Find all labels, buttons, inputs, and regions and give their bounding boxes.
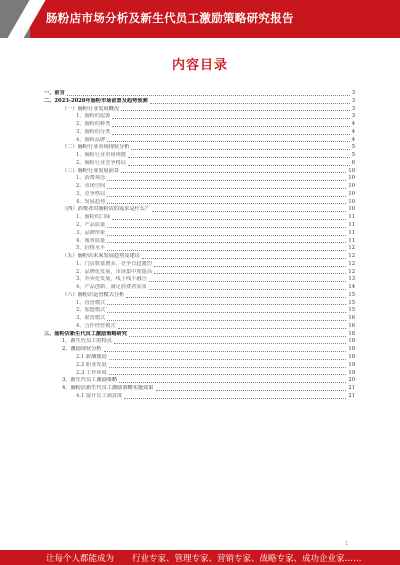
toc-entry[interactable] (40, 315, 355, 323)
toc-leader-dots (121, 110, 350, 111)
toc-leader-dots (107, 250, 346, 251)
toc-entry-label: 2.1 薪酬激励 (76, 354, 107, 361)
toc-leader-dots (104, 351, 347, 352)
toc-entry[interactable] (40, 300, 355, 308)
toc-leader-dots (107, 203, 346, 204)
toc-leader-dots (112, 118, 349, 119)
toc-entry-page: 21 (348, 392, 355, 399)
toc-leader-dots (107, 304, 346, 305)
toc-entry-label: （三）肠粉行业发展前景 (62, 167, 120, 174)
footer-slogan: 让每个人都能成为 (46, 554, 115, 564)
toc-entry[interactable] (40, 106, 355, 114)
toc-leader-dots (114, 343, 346, 344)
toc-entry[interactable] (40, 354, 355, 362)
toc-entry-label: 2.3 工作环境 (76, 369, 107, 376)
toc-entry[interactable] (40, 339, 355, 347)
toc-entry[interactable] (40, 261, 355, 269)
toc-entry[interactable] (40, 160, 355, 168)
toc-entry[interactable] (40, 137, 355, 145)
toc-leader-dots (154, 266, 346, 267)
toc-entry-page: 12 (348, 268, 355, 275)
toc-leader-dots (107, 312, 346, 313)
toc-heading: 内容目录 (171, 58, 228, 73)
toc-entry-page: 5 (351, 144, 355, 151)
toc-entry[interactable] (40, 214, 355, 222)
toc-entry-label: 4、肠粉品牌 (76, 136, 106, 143)
toc-entry-page: 12 (348, 253, 355, 260)
toc-leader-dots (149, 281, 347, 282)
toc-entry-label: 4、肠粉店新生代员工激励策略实施效果 (62, 385, 154, 392)
toc-entry-page: 15 (348, 291, 355, 298)
toc-entry-label: 3、竞争格局 (76, 190, 106, 197)
toc-entry-label: （五）肠粉店未来发展趋势及建议 (62, 253, 140, 260)
toc-entry[interactable] (40, 377, 355, 385)
toc-entry-label: 4、发展趋势 (76, 198, 106, 205)
toc-entry-label: 3、外卖化发展，线上线下融合 (76, 276, 147, 283)
toc-entry-label: 1、肠粉的起源 (76, 113, 111, 120)
toc-entry-label: （六）肠粉店运营模式分析 (62, 291, 125, 298)
toc-leader-dots (119, 382, 346, 383)
toc-leader-dots (150, 103, 350, 104)
toc-entry-label: 4、服务质量 (76, 237, 106, 244)
toc-entry-label: 2、市场空间 (76, 183, 106, 190)
toc-entry[interactable] (40, 98, 355, 106)
toc-entry[interactable] (40, 362, 355, 370)
toc-entry[interactable] (40, 331, 355, 339)
toc-entry-page: 3 (351, 97, 355, 104)
toc-entry[interactable] (40, 269, 355, 277)
toc-entry-label: 2.2 职业发展 (76, 361, 107, 368)
toc-entry[interactable] (40, 230, 355, 238)
toc-entry-page: 3 (351, 105, 355, 112)
toc-entry-page: 19 (348, 369, 355, 376)
toc-entry[interactable] (40, 292, 355, 300)
toc-leader-dots (156, 390, 347, 391)
toc-entry-page: 19 (348, 361, 355, 368)
toc-leader-dots (112, 134, 349, 135)
toc-entry[interactable] (40, 284, 355, 292)
toc-entry-page: 11 (348, 229, 355, 236)
toc-leader-dots (129, 336, 346, 337)
toc-entry-label: 二、2023-2028年肠粉市场前景及趋势预测 (44, 97, 148, 104)
toc-entry-label: 2、品牌化发展，市场集中度提高 (76, 268, 152, 275)
toc-entry-label: 3、新生代员工激励策略 (62, 377, 118, 384)
toc-leader-dots (107, 188, 346, 189)
toc-leader-dots (152, 211, 346, 212)
toc-entry[interactable] (40, 393, 355, 401)
toc-leader-dots (126, 297, 346, 298)
toc-entry-label: 3、联营模式 (76, 315, 106, 322)
toc-entry-page: 10 (348, 183, 355, 190)
toc-leader-dots (107, 242, 346, 243)
toc-leader-dots (124, 398, 346, 399)
toc-entry-label: 3、肠粉的分类 (76, 128, 111, 135)
page-number: 1 (345, 541, 349, 547)
toc-entry-label: 2、肠粉的种类 (76, 121, 111, 128)
report-title: 肠粉店市场分析及新生代员工激励策略研究报告 (46, 11, 294, 25)
toc-entry[interactable] (40, 183, 355, 191)
toc-entry-page: 6 (351, 159, 355, 166)
toc-entry-page: 4 (351, 121, 355, 128)
toc-entry-page: 11 (348, 237, 355, 244)
toc-entry-page: 11 (348, 222, 355, 228)
toc-entry-label: 一、前言 (44, 89, 65, 96)
toc-leader-dots (67, 95, 350, 96)
toc-leader-dots (109, 359, 347, 360)
toc-entry-page: 18 (348, 346, 355, 353)
toc-entry-label: 4、合作经营模式 (76, 322, 116, 329)
toc-entry[interactable] (40, 385, 355, 393)
footer-tagline: 行业专家、管理专家、营销专家、战略专家、成功企业家…… (132, 554, 362, 564)
toc-entry[interactable] (40, 129, 355, 137)
toc-entry-page: 18 (348, 338, 355, 345)
toc-entry-label: 3、品牌形象 (76, 229, 106, 236)
toc-leader-dots (142, 258, 347, 259)
toc-leader-dots (154, 273, 346, 274)
toc-leader-dots (109, 367, 347, 368)
toc-entry[interactable] (40, 222, 355, 230)
toc-entry[interactable] (40, 90, 355, 98)
toc-entry-page: 3 (351, 113, 355, 120)
toc-leader-dots (107, 196, 346, 197)
toc-entry[interactable] (40, 168, 355, 176)
toc-entry-label: （一）肠粉行业发展概况 (62, 105, 120, 112)
toc-entry-label: 1、肠粉的口味 (76, 214, 111, 221)
toc-entry[interactable] (40, 307, 355, 315)
toc-entry-page: 3 (351, 89, 355, 96)
toc-entry-page: 10 (348, 198, 355, 205)
toc-entry-page: 10 (348, 190, 355, 197)
toc-entry-label: 1、新生代员工的特点 (62, 338, 112, 345)
toc-entry-page: 20 (348, 377, 355, 384)
toc-entry-page: 21 (348, 385, 355, 392)
toc-entry[interactable] (40, 253, 355, 261)
toc-entry-label: 4、产品创新，满足消费者需求 (76, 284, 147, 291)
toc-entry-label: （二）肠粉行业市场现状分析 (62, 144, 130, 151)
toc-entry-page: 12 (348, 245, 355, 252)
toc-entry-label: 1、消费观念 (76, 175, 106, 182)
toc-entry-page: 15 (348, 299, 355, 306)
toc-leader-dots (109, 374, 347, 375)
toc-entry-label: （四）消费者对肠粉店的需求是什么？ (62, 206, 151, 213)
toc-entry[interactable] (40, 245, 355, 253)
toc-entry-page: 4 (351, 128, 355, 135)
toc-entry[interactable] (40, 323, 355, 331)
toc-entry[interactable] (40, 121, 355, 129)
toc-entry-page: 18 (348, 354, 355, 361)
toc-entry[interactable] (40, 276, 355, 284)
toc-entry-page: 12 (348, 260, 355, 267)
toc-entry-label: 4.1 提升员工满意度 (76, 392, 123, 399)
toc-leader-dots (128, 165, 350, 166)
toc-entry-page: 10 (348, 167, 355, 174)
toc-leader-dots (107, 180, 346, 181)
toc-leader-dots (118, 328, 347, 329)
toc-leader-dots (128, 157, 350, 158)
toc-leader-dots (112, 219, 346, 220)
toc-entry-label: 1、直营模式 (76, 299, 106, 306)
toc-entry[interactable] (40, 199, 355, 207)
table-of-contents (40, 90, 355, 401)
toc-leader-dots (107, 141, 349, 142)
toc-entry-page: 16 (348, 322, 355, 329)
toc-entry-page: 13 (348, 276, 355, 283)
toc-entry[interactable] (40, 370, 355, 378)
toc-entry-label: 2、肠粉行业竞争格局 (76, 159, 126, 166)
toc-entry-page: 14 (348, 284, 355, 291)
toc-entry-page: 10 (348, 175, 355, 182)
header-banner (0, 0, 400, 38)
toc-entry-label: 三、肠粉店新生代员工激励策略研究 (44, 330, 128, 337)
toc-entry-label: 5、价格水平 (76, 245, 106, 252)
toc-entry[interactable] (40, 144, 355, 152)
toc-entry[interactable] (40, 175, 355, 183)
toc-entry[interactable] (40, 346, 355, 354)
toc-entry-page: 18 (348, 330, 355, 337)
toc-entry[interactable] (40, 206, 355, 214)
toc-entry-label: 1、门店数量增多，竞争日趋激烈 (76, 260, 152, 267)
toc-leader-dots (112, 126, 349, 127)
toc-entry-page: 11 (348, 214, 355, 221)
toc-entry[interactable] (40, 113, 355, 121)
footer-banner (0, 550, 400, 565)
toc-entry-label: 1、肠粉行业市场规模 (76, 152, 126, 159)
toc-leader-dots (107, 235, 346, 236)
toc-entry-page: 4 (351, 136, 355, 143)
toc-entry-label: 2、产品质量 (76, 222, 106, 228)
toc-entry-page: 16 (348, 315, 355, 322)
toc-entry-label: 2、加盟模式 (76, 307, 106, 314)
toc-leader-dots (149, 289, 347, 290)
toc-entry-page: 5 (351, 152, 355, 159)
toc-leader-dots (121, 172, 346, 173)
toc-entry[interactable] (40, 191, 355, 199)
toc-entry-page: 10 (348, 206, 355, 213)
toc-entry-label: 2、激励现状分析 (62, 346, 102, 353)
toc-leader-dots (131, 149, 349, 150)
toc-leader-dots (107, 320, 346, 321)
toc-entry[interactable] (40, 238, 355, 246)
toc-leader-dots (107, 227, 346, 228)
toc-entry[interactable] (40, 152, 355, 160)
toc-entry-page: 15 (348, 307, 355, 314)
